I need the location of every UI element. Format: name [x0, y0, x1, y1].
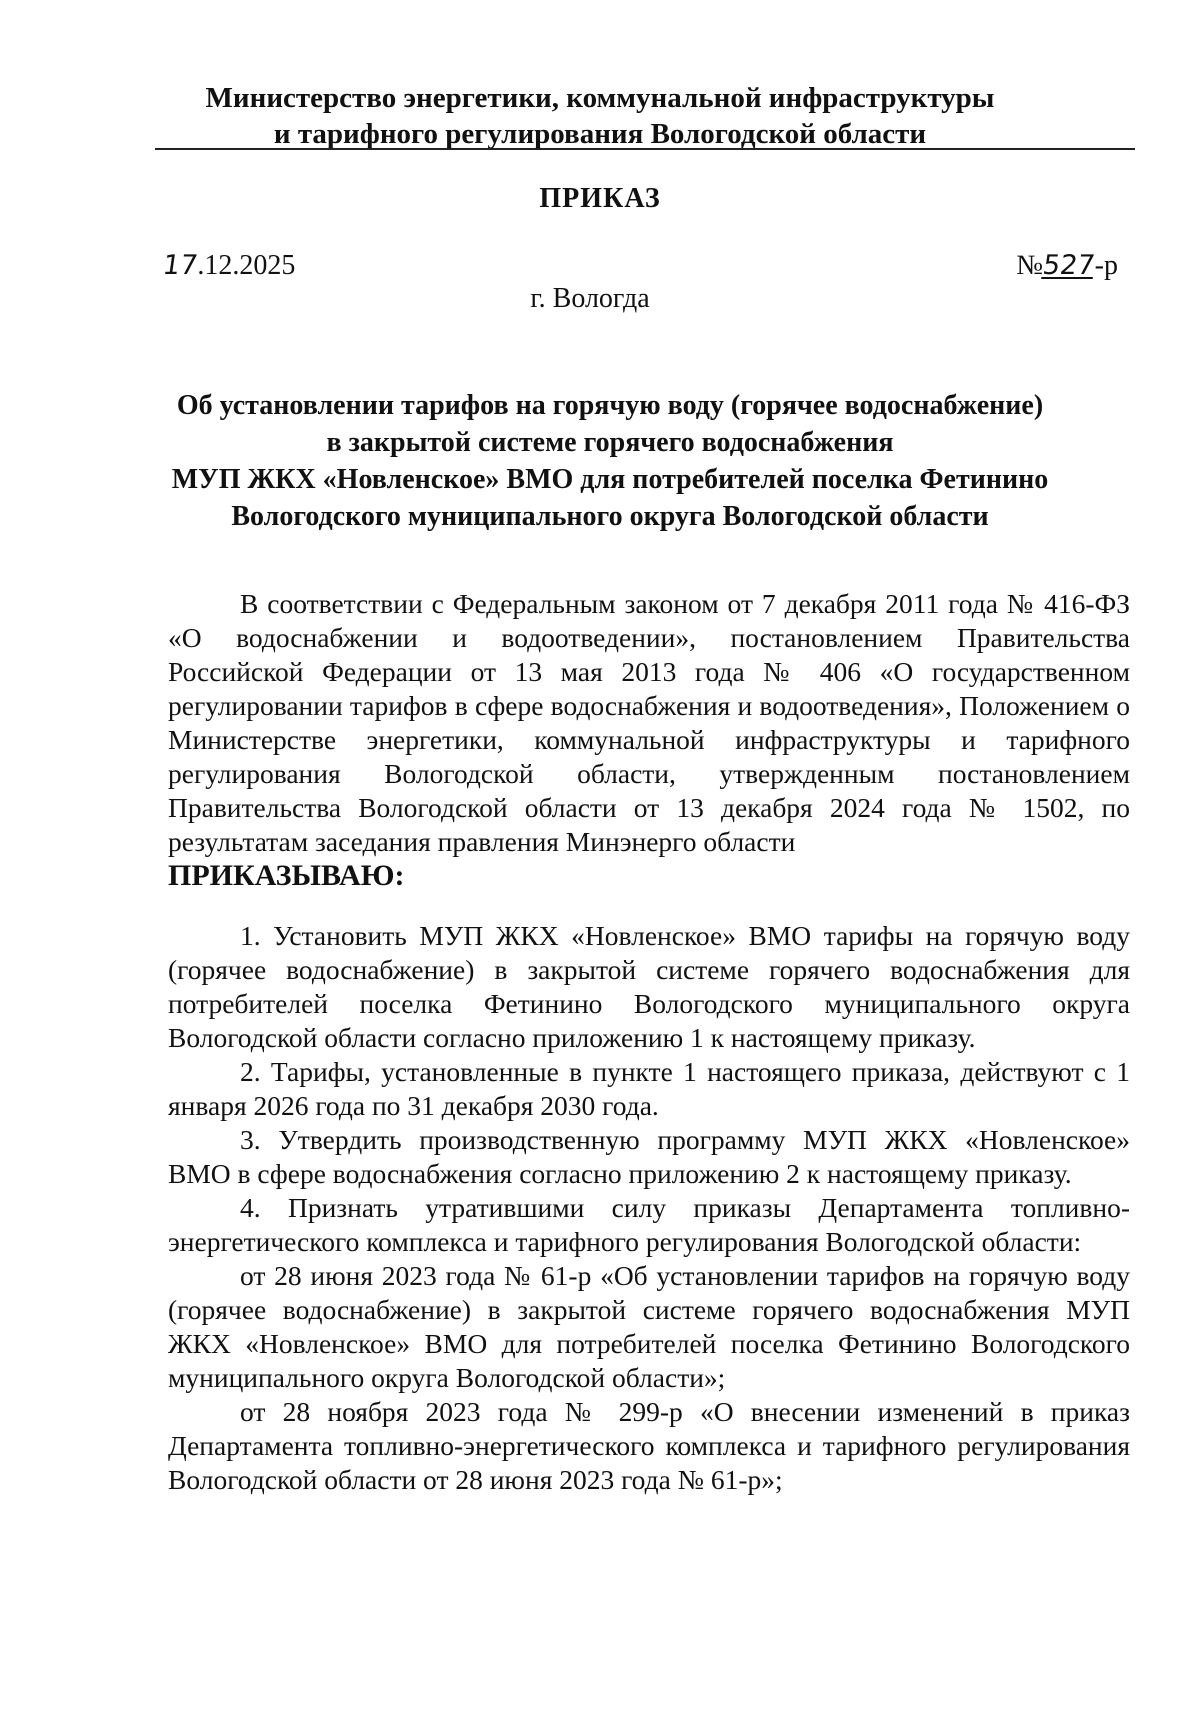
ministry-header — [150, 80, 1050, 152]
order-number — [1016, 250, 1118, 282]
order-city: г. Вологда — [530, 283, 650, 314]
order-number-handwritten: 527 — [1040, 250, 1097, 281]
item-2-paragraph: 2. Тарифы, установленные в пункте 1 настоящего приказа, действуют с 1 января 2026 года по 31 декабря 2030 года. — [168, 1056, 1130, 1121]
order-date — [160, 250, 296, 282]
preamble-paragraph: В соответствии с Федеральным законом от 7 декабря 2011 года № 416-ФЗ «О водоснабжении и водоотведении», постановлением Правительства Российской Федерации от 13 мая 2013 года № 406 «О государственном регулировании тарифов в сфере водоснабжения и водоотведения», Положением о Министерстве энергетики, коммунальной инфраструктуры и тарифного регулирования Вологодской области, утвержденным постановлением Правительства Вологодской области от 13 декабря 2024 года № 1502, по результатам заседания правления Минэнерго области — [168, 588, 1130, 857]
subject-line3: МУП ЖКХ «Новленское» ВМО для потребителей поселка Фетинино — [171, 464, 1049, 495]
ministry-name-line2: и тарифного регулирования Вологодской области — [273, 118, 927, 150]
order-date-rest: .12.2025 — [197, 250, 296, 281]
item-1-paragraph: 1. Установить МУП ЖКХ «Новленское» ВМО тарифы на горячую воду (горячее водоснабжение) в закрытой системе горячего водоснабжения для потребителей поселка Фетинино Вологодского муниципального округа Вологодской области согласно приложению 1 к настоящему приказу. — [168, 920, 1130, 1053]
order-number-prefix: № — [1016, 250, 1044, 281]
item-4a-paragraph: от 28 июня 2023 года № 61-р «Об установлении тарифов на горячую воду (горячее водоснабжение) в закрытой системе горячего водоснабжения МУП ЖКХ «Новленское» ВМО для потребителей поселка Фетинино Вологодского муниципального округа Вологодской области»; — [168, 1260, 1130, 1393]
order-title: ПРИКАЗ — [539, 183, 661, 214]
subject-line1: Об установлении тарифов на горячую воду (горячее водоснабжение) — [176, 390, 1044, 421]
item-3-paragraph: 3. Утвердить производственную программу МУП ЖКХ «Новленское» ВМО в сфере водоснабжения согласно приложению 2 к настоящему приказу. — [168, 1124, 1130, 1189]
ministry-name-line1: Министерство энергетики, коммунальной инфраструктуры — [205, 82, 995, 114]
decree-word: ПРИКАЗЫВАЮ: — [168, 859, 405, 892]
order-body — [168, 587, 1130, 1497]
order-subject — [150, 387, 1070, 535]
order-date-day-handwritten: 17 — [160, 250, 200, 281]
item-4-paragraph: 4. Признать утратившими силу приказы Департамента топливно-энергетического комплекса и тарифного регулирования Вологодской области: — [168, 1192, 1130, 1257]
header-divider — [155, 148, 1135, 150]
order-number-suffix: -р — [1094, 250, 1118, 281]
item-4b-paragraph: от 28 ноября 2023 года № 299-р «О внесении изменений в приказ Департамента топливно-энергетического комплекса и тарифного регулирования Вологодской области от 28 июня 2023 года № 61-р»; — [168, 1396, 1130, 1495]
decree-word-line — [168, 859, 1130, 893]
subject-line4: Вологодского муниципального округа Вологодской области — [231, 501, 989, 532]
subject-line2: в закрытой системе горячего водоснабжения — [326, 427, 894, 458]
